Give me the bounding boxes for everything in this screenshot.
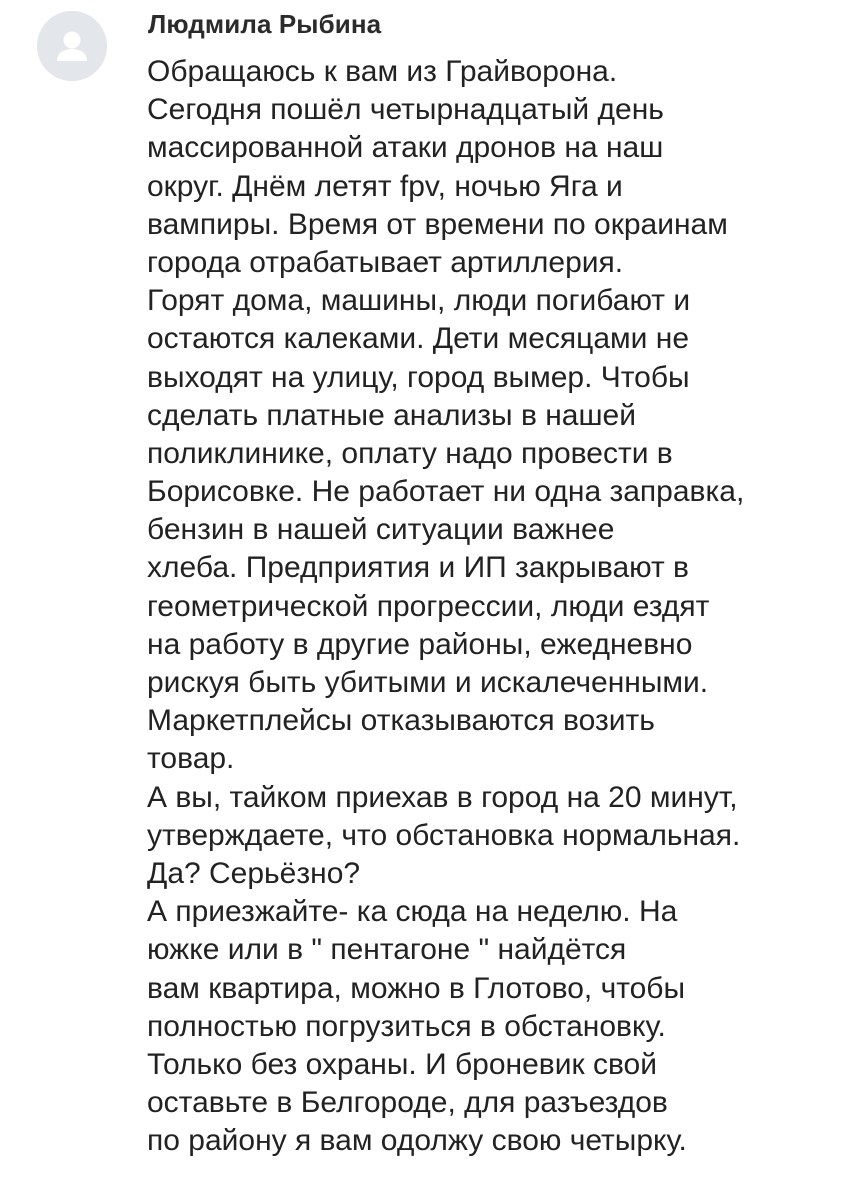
comment-line: Сегодня пошёл четырнадцатый день xyxy=(147,93,664,127)
comment-line: утверждаете, что обстановка нормальная. xyxy=(147,818,741,852)
comment-author[interactable]: Людмила Рыбина xyxy=(148,9,382,39)
comment-line: Обращаюсь к вам из Грайворона. xyxy=(147,55,618,88)
comment-line: товар. xyxy=(147,742,235,776)
comment-text xyxy=(147,53,847,1160)
comment-line: вампиры. Время от времени по окраинам xyxy=(147,207,728,241)
comment-line: рискуя быть убитыми и искалеченными. xyxy=(147,666,709,699)
comment-line: оставьте в Белгороде, для разъездов xyxy=(147,1086,668,1120)
comment-line: по району я вам одолжу свою четырку. xyxy=(147,1124,687,1158)
comment-line: Маркетплейсы отказываются возить xyxy=(147,704,655,738)
comment-line: вам квартира, можно в Глотово, чтобы xyxy=(147,971,686,1005)
comment-line: сделать платные анализы в нашей xyxy=(147,398,636,432)
comment-line: бензин в нашей ситуации важнее xyxy=(147,513,615,547)
comment-line: остаются калеками. Дети месяцами не xyxy=(147,322,690,356)
comment-line: хлеба. Предприятия и ИП закрывают в xyxy=(147,551,689,585)
comment-line: округ. Днём летят fpv, ночью Яга и xyxy=(147,169,623,203)
comment-line: Горят дома, машины, люди погибают и xyxy=(147,284,691,318)
comment-line: южке или в " пентагоне " найдётся xyxy=(147,933,627,967)
comment-line: поликлинике, оплату надо провести в xyxy=(147,436,673,470)
comment-line: А приезжайте- ка сюда на неделю. На xyxy=(147,895,678,929)
comment-line: выходят на улицу, город вымер. Чтобы xyxy=(147,360,690,394)
comment-line: на работу в другие районы, ежедневно xyxy=(147,627,693,661)
comment-line: массированной атаки дронов на наш xyxy=(147,131,664,165)
comment-line: А вы, тайком приехав в город на 20 минут, xyxy=(147,780,738,814)
comment-line: города отрабатывает артиллерия. xyxy=(147,245,624,279)
comment-line: полностью погрузиться в обстановку. xyxy=(147,1009,666,1043)
comment-line: Да? Серьёзно? xyxy=(147,856,361,890)
comment-line: Только без охраны. И броневик свой xyxy=(147,1047,657,1081)
comment-line: геометрической прогрессии, люди ездят xyxy=(147,589,710,623)
avatar[interactable] xyxy=(37,11,107,81)
user-placeholder-icon xyxy=(37,11,107,81)
comment-line: Борисовке. Не работает ни одна заправка, xyxy=(147,475,745,509)
